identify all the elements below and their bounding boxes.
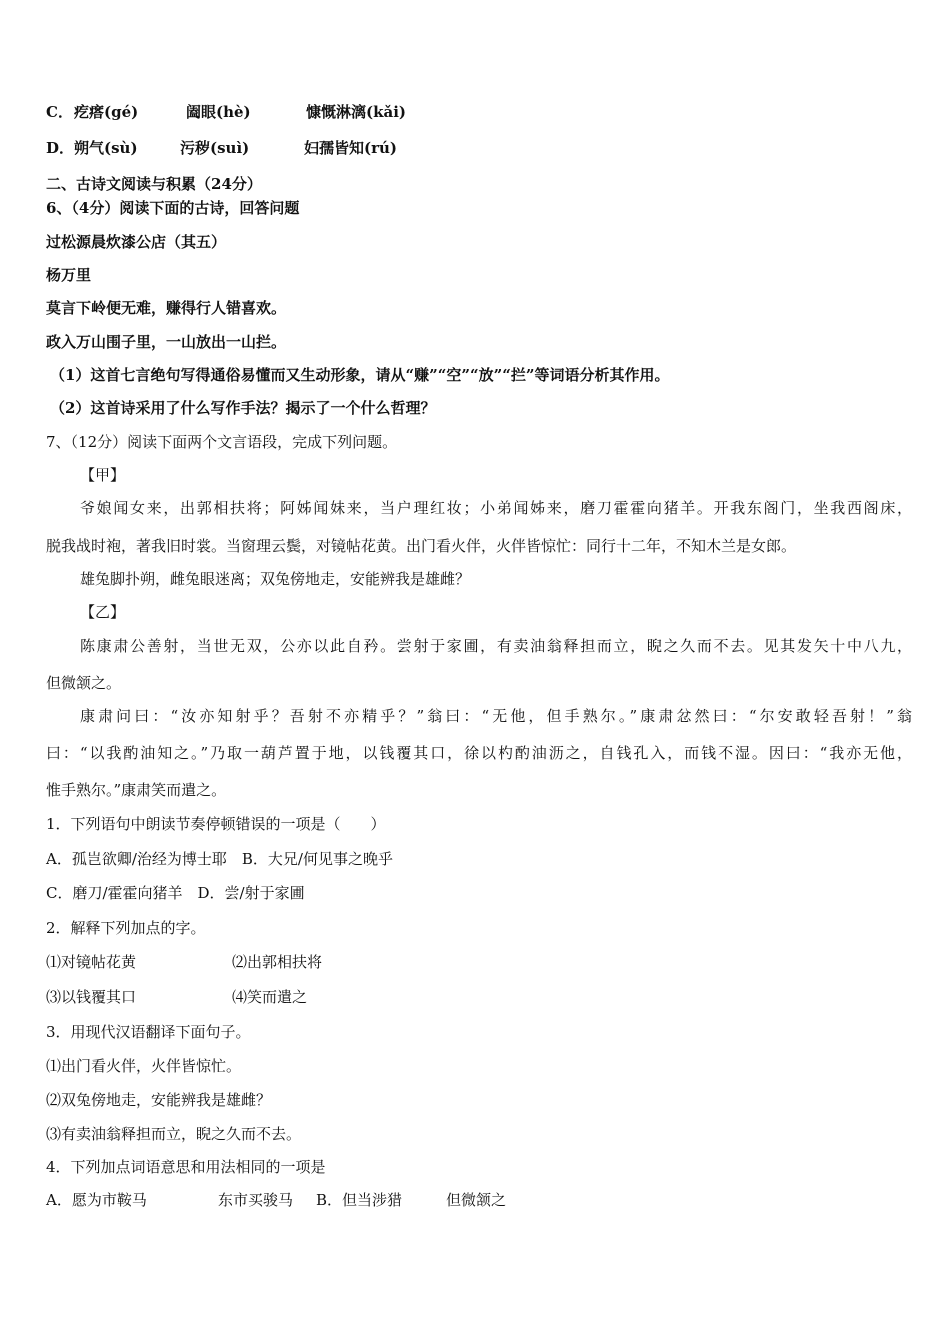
passage-yi-line-4: 曰：“以我酌油知之。”乃取一葫芦置于地，以钱覆其口，徐以杓酌油沥之，自钱孔入，而钱不湿。因曰：“我亦无他，: [46, 744, 912, 762]
passage-yi-line-3: 康肃问曰：“汝亦知射乎？吾射不亦精乎？”翁曰：“无他，但手熟尔。”康肃忿然曰：“尔安敢轻吾射！”翁: [80, 707, 912, 725]
sub-question-3-item-2: ⑵双兔傍地走，安能辨我是雄雌？: [46, 1091, 272, 1109]
option-c-row: [46, 102, 446, 122]
passage-jia-line-1: 爷娘闻女来，出郭相扶将；阿姊闻妹来，当户理红妆；小弟闻姊来，磨刀霍霍向猪羊。开我东阁门，坐我西阁床，: [80, 499, 912, 517]
option-d-word-2: 污秽(suì): [180, 139, 250, 157]
passage-yi-line-2: 但微颔之。: [46, 674, 122, 692]
question-6-sub-1: （1）这首七言绝句写得通俗易懂而又生动形象，请从“赚”“空”“放”“拦”等词语分析其作用。: [50, 366, 670, 384]
sub-question-4-option-b-2: 但微颔之: [446, 1191, 507, 1209]
sub-question-4-option-a-2: 东市买骏马: [218, 1191, 294, 1209]
option-c-word-2: 阖眼(hè): [186, 103, 251, 121]
passage-jia-line-3: 雄兔脚扑朔，雌兔眼迷离；双兔傍地走，安能辨我是雄雌？: [80, 570, 471, 588]
sub-question-1-options-ab: A．孤岂欲卿/治经为博士耶 B．大兄/何见事之晚乎: [46, 850, 393, 868]
sub-question-2-item-4: ⑷笑而遣之: [232, 988, 308, 1006]
question-6-sub-2: （2）这首诗采用了什么写作手法？揭示了一个什么哲理？: [50, 399, 436, 417]
section-2-heading: 二、古诗文阅读与积累（24分）: [46, 175, 262, 193]
sub-question-2-item-2: ⑵出郭相扶将: [232, 953, 323, 971]
sub-question-2: 2．解释下列加点的字。: [46, 919, 206, 937]
option-d-word-3: 妇孺皆知(rú): [304, 139, 398, 157]
option-c-word-1: 疙瘩(gé): [74, 103, 139, 121]
poem-title: 过松源晨炊漆公店（其五）: [46, 233, 227, 251]
sub-question-1: 1．下列语句中朗读节奏停顿错误的一项是（ ）: [46, 815, 386, 833]
option-d-label: D．: [46, 139, 75, 157]
sub-question-2-item-3: ⑶以钱覆其口: [46, 988, 137, 1006]
passage-yi-line-5: 惟手熟尔。”康肃笑而遣之。: [46, 781, 227, 799]
sub-question-4: 4．下列加点词语意思和用法相同的一项是: [46, 1158, 326, 1176]
question-6-stem: 6、（4分）阅读下面的古诗，回答问题: [46, 199, 300, 217]
option-c-word-3: 慷慨淋漓(kǎi): [306, 103, 407, 121]
sub-question-3-item-1: ⑴出门看火伴，火伴皆惊忙。: [46, 1057, 242, 1075]
passage-yi-label: 【乙】: [80, 603, 126, 621]
poem-line-2: 政入万山围子里，一山放出一山拦。: [46, 333, 287, 351]
option-c-label: C．: [46, 103, 73, 121]
poem-author: 杨万里: [46, 266, 92, 284]
passage-yi-line-1: 陈康肃公善射，当世无双，公亦以此自矜。尝射于家圃，有卖油翁释担而立，睨之久而不去。见其发矢十中八九，: [80, 637, 912, 655]
sub-question-3: 3．用现代汉语翻译下面句子。: [46, 1023, 251, 1041]
option-d-row: [46, 138, 446, 158]
passage-jia-label: 【甲】: [80, 466, 126, 484]
sub-question-3-item-3: ⑶有卖油翁释担而立，睨之久而不去。: [46, 1125, 302, 1143]
passage-jia-line-2: 脱我战时袍，著我旧时裳。当窗理云鬓，对镜帖花黄。出门看火伴，火伴皆惊忙：同行十二年，不知木兰是女郎。: [46, 537, 797, 555]
poem-line-1: 莫言下岭便无难，赚得行人错喜欢。: [46, 299, 287, 317]
sub-question-4-option-b-1: B．但当涉猎: [316, 1191, 403, 1209]
sub-question-4-option-a-1: A．愿为市鞍马: [46, 1191, 147, 1209]
option-d-word-1: 朔气(sù): [74, 139, 138, 157]
sub-question-1-options-cd: C．磨刀/霍霍向猪羊 D．尝/射于家圃: [46, 884, 305, 902]
sub-question-2-item-1: ⑴对镜帖花黄: [46, 953, 137, 971]
question-7-stem: 7、（12分）阅读下面两个文言语段，完成下列问题。: [46, 433, 398, 451]
